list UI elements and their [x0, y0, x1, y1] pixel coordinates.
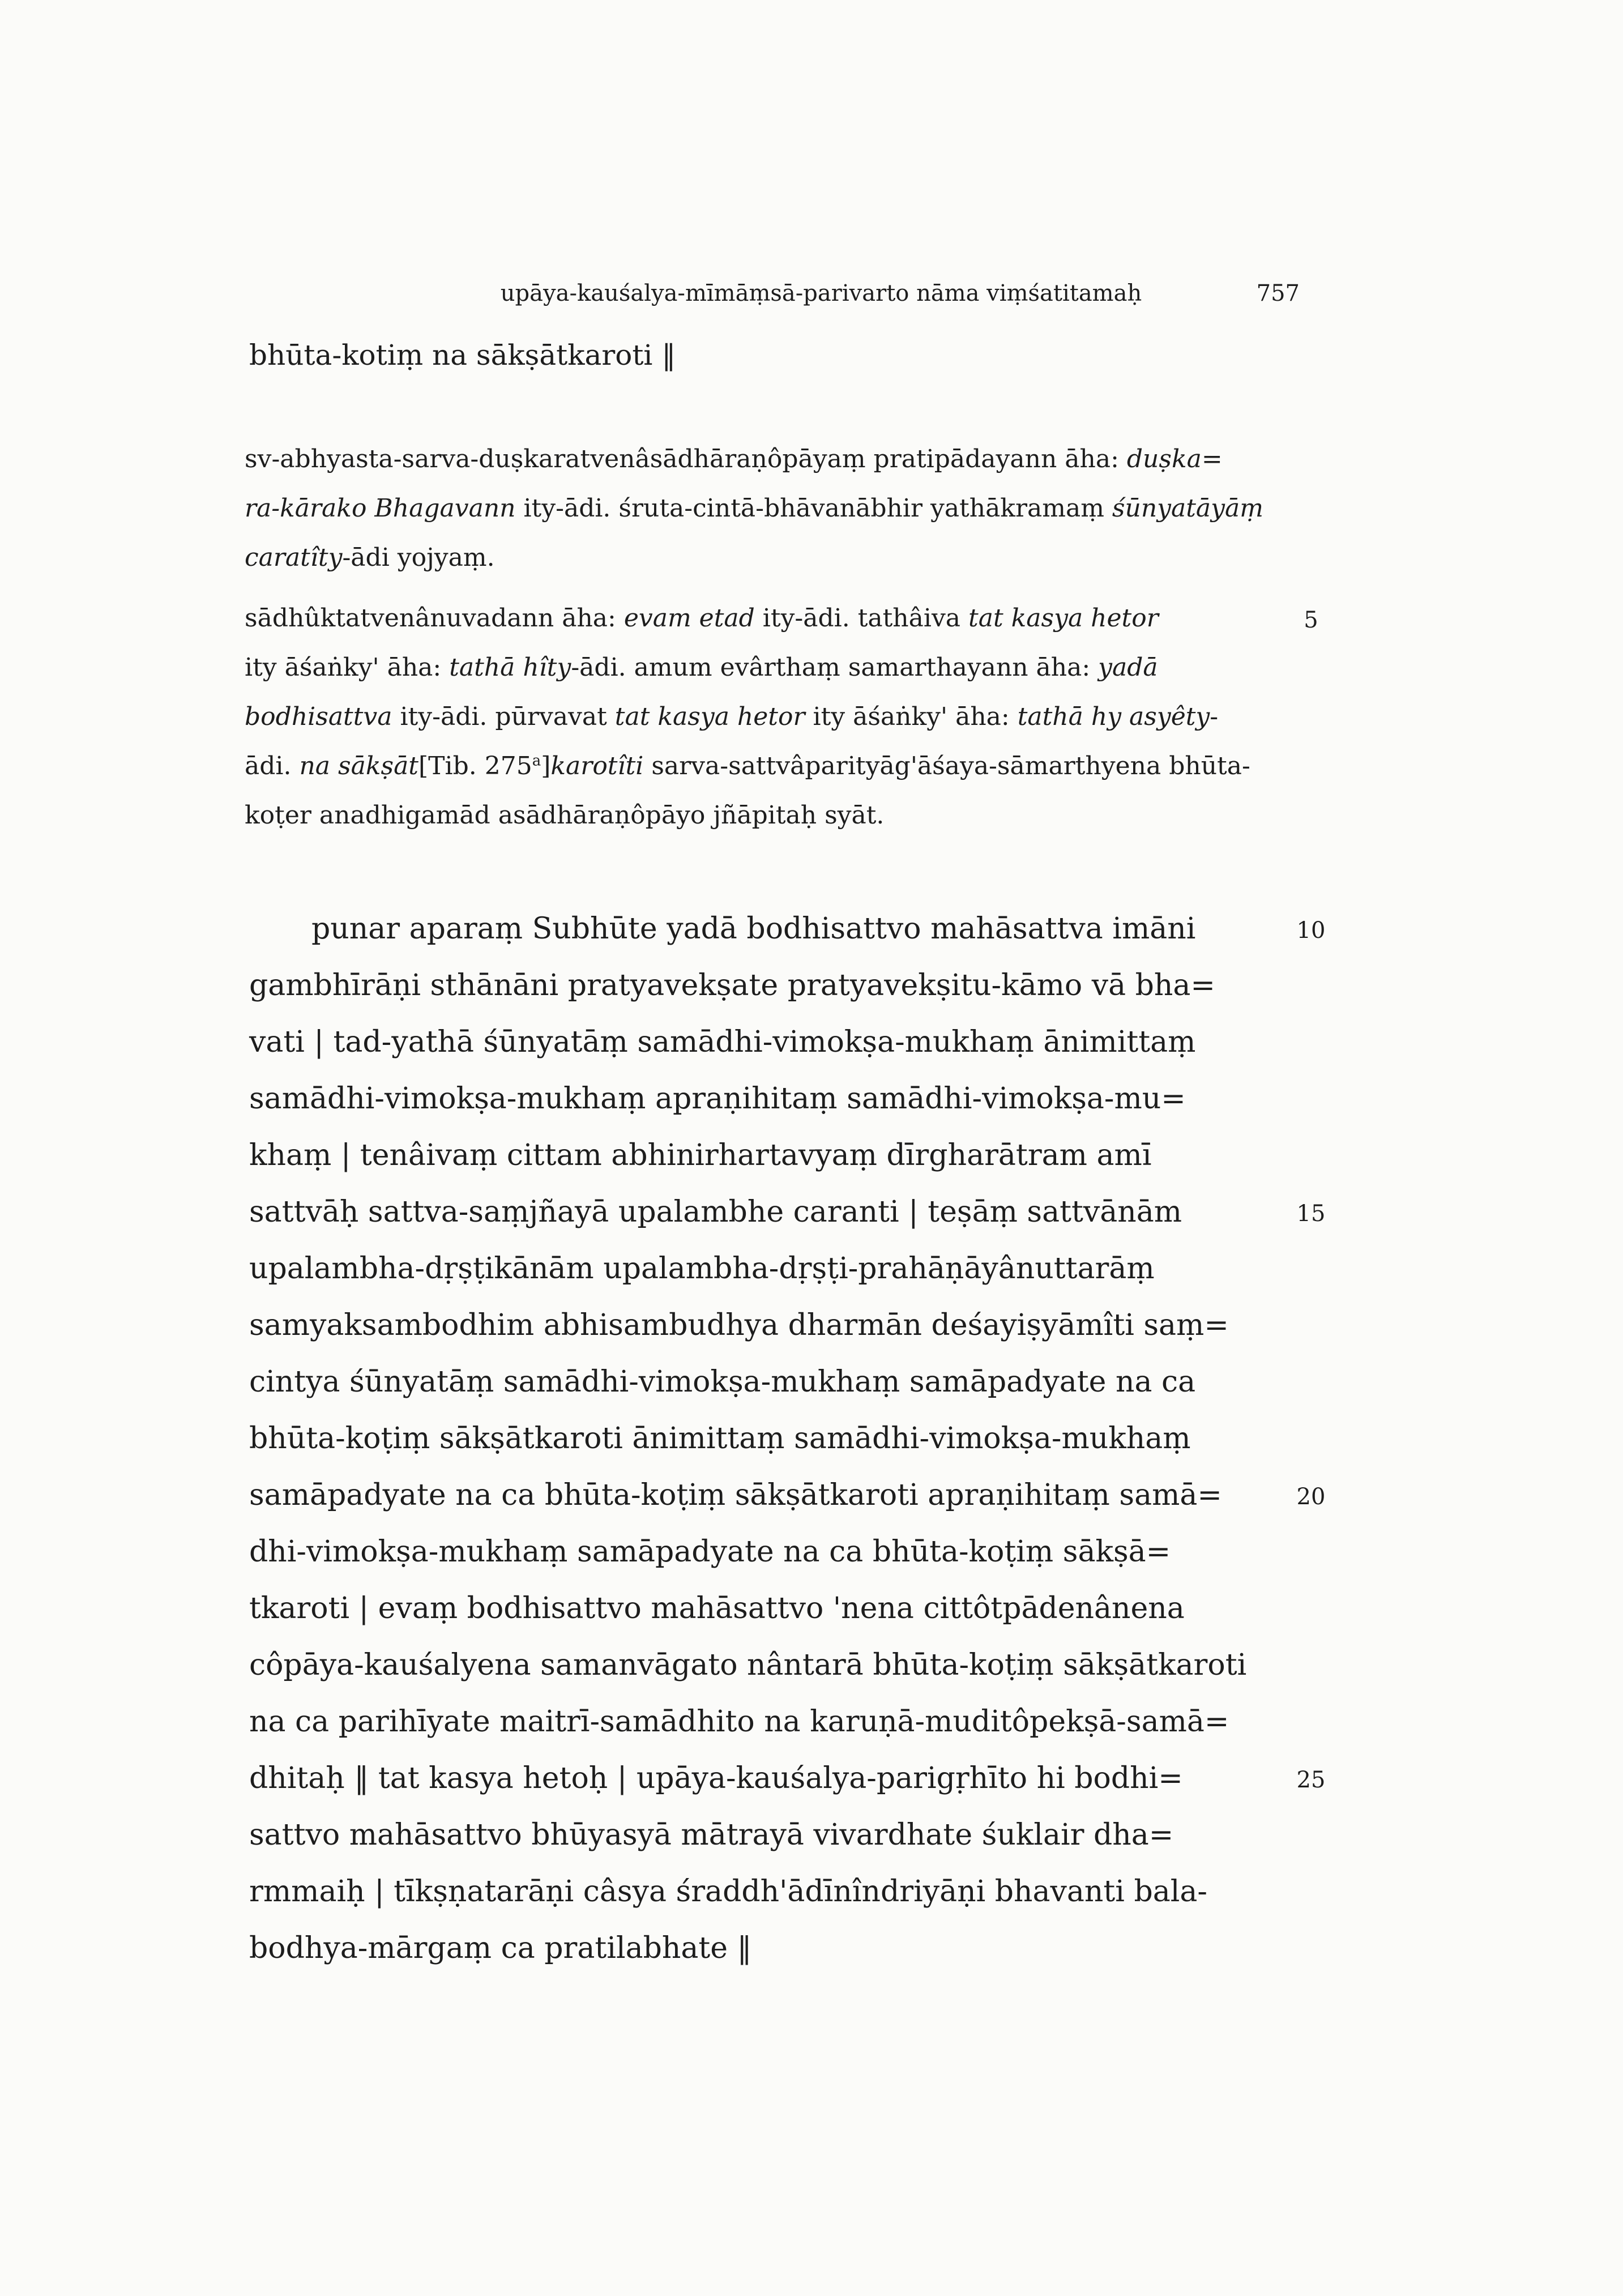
italic-segment: karotîti [550, 752, 644, 780]
italic-segment: caratîty [245, 543, 343, 572]
text-segment: sv-abhyasta-sarva-duṣkaratvenâsādhāraṇôpāyaṃ pratipādayann āha: [245, 445, 1127, 473]
text-segment: ādi. [245, 752, 300, 780]
italic-segment: duṣka= [1126, 445, 1223, 473]
main-text-line: vati | tad-yathā śūnyatāṃ samādhi-vimokṣa-mukhaṃ ānimittaṃ [249, 1025, 1196, 1059]
main-text-line: bodhya-mārgaṃ ca pratilabhate ‖ [249, 1931, 752, 1965]
main-text-line: khaṃ | tenâivaṃ cittam abhinirhartavyaṃ dīrgharātram amī [249, 1138, 1152, 1172]
italic-segment: yadā [1098, 653, 1158, 682]
main-text-line: rmmaiḥ | tīkṣṇatarāṇi câsya śraddh'ādīnîndriyāṇi bhavanti bala- [249, 1875, 1207, 1909]
italic-segment: na sākṣāt [299, 752, 418, 780]
italic-segment: tathā hîty [449, 653, 571, 682]
line-number: 5 [1304, 607, 1318, 633]
text-segment: ity āśaṅky' āha: [245, 653, 450, 682]
commentary-line [245, 702, 1218, 731]
commentary-line [245, 752, 1250, 780]
commentary-line [245, 543, 495, 572]
commentary-line [245, 445, 1223, 473]
commentary-line [245, 604, 1159, 633]
main-text-line: gambhīrāṇi sthānāni pratyavekṣate pratyavekṣitu-kāmo vā bha= [249, 968, 1215, 1002]
main-text-line: dhitaḥ ‖ tat kasya hetoḥ | upāya-kauśalya-parigṛhīto hi bodhi= [249, 1761, 1183, 1795]
text-segment: ] [541, 752, 551, 780]
main-text-line: samyaksambodhim abhisambudhya dharmān deśayiṣyāmîti saṃ= [249, 1308, 1229, 1342]
line-number: 15 [1296, 1201, 1326, 1227]
text-segment: koṭer anadhigamād asādhāraṇôpāyo jñāpitaḥ syāt. [245, 801, 885, 830]
main-text-line: cintya śūnyatāṃ samādhi-vimokṣa-mukhaṃ samāpadyate na ca [249, 1365, 1196, 1399]
text-segment: sādhûktatvenânuvadann āha: [245, 604, 624, 633]
main-text-line: bhūta-koṭiṃ sākṣātkaroti ānimittaṃ samādhi-vimokṣa-mukhaṃ [249, 1422, 1191, 1456]
italic-segment: tat kasya hetor [614, 702, 805, 731]
main-text-line: sattvāḥ sattva-saṃjñayā upalambhe caranti | teṣāṃ sattvānām [249, 1195, 1182, 1229]
main-text-line: samāpadyate na ca bhūta-koṭiṃ sākṣātkaroti apraṇihitaṃ samā= [249, 1478, 1222, 1512]
commentary-line [245, 653, 1158, 682]
text-segment: [Tib. 275 [418, 752, 532, 780]
main-text-line: samādhi-vimokṣa-mukhaṃ apraṇihitaṃ samādhi-vimokṣa-mu= [249, 1082, 1186, 1116]
main-text-line: tkaroti | evaṃ bodhisattvo mahāsattvo 'nena cittôtpādenânena [249, 1591, 1185, 1625]
main-text-line: na ca parihīyate maitrī-samādhito na karuṇā-muditôpekṣā-samā= [249, 1705, 1229, 1739]
text-segment: ity-ādi. pūrvavat [392, 702, 615, 731]
text-segment: -ādi. amum evârthaṃ samarthayann āha: [571, 653, 1099, 682]
page-number: 757 [1256, 280, 1300, 306]
italic-segment: śūnyatāyāṃ [1112, 494, 1264, 523]
text-segment: -ādi yojyaṃ. [342, 543, 495, 572]
main-text-line: sattvo mahāsattvo bhūyasyā mātrayā vivardhate śuklair dha= [249, 1818, 1174, 1852]
text-segment: sarva-sattvâparityāg'āśaya-sāmarthyena bhūta- [643, 752, 1250, 780]
main-text-line: upalambha-dṛṣṭikānām upalambha-dṛṣṭi-prahāṇāyânuttarāṃ [249, 1252, 1155, 1286]
italic-segment: bodhisattva [245, 702, 392, 731]
superscript-segment: a [532, 752, 541, 770]
main-text-line: dhi-vimokṣa-mukhaṃ samāpadyate na ca bhūta-koṭiṃ sākṣā= [249, 1535, 1171, 1569]
line-number: 10 [1296, 917, 1326, 944]
text-segment: ity-ādi. tathâiva [754, 604, 969, 633]
main-text-line: punar aparaṃ Subhūte yadā bodhisattvo mahāsattva imāni [311, 912, 1196, 946]
italic-segment: ra-kārako Bhagavann [245, 494, 516, 523]
continuation-line: bhūta-kotiṃ na sākṣātkaroti ‖ [249, 339, 676, 372]
text-segment: - [1210, 702, 1219, 731]
text-segment: ity-ādi. śruta-cintā-bhāvanābhir yathākramaṃ [515, 494, 1112, 523]
italic-segment: tathā hy asyêty [1017, 702, 1210, 731]
line-number: 20 [1296, 1484, 1326, 1510]
line-number: 25 [1296, 1767, 1326, 1793]
commentary-line [245, 801, 884, 830]
italic-segment: evam etad [623, 604, 755, 633]
main-text-line: côpāya-kauśalyena samanvāgato nântarā bhūta-koṭiṃ sākṣātkaroti [249, 1648, 1247, 1682]
text-segment: ity āśaṅky' āha: [805, 702, 1018, 731]
running-title: upāya-kauśalya-mīmāṃsā-parivarto nāma viṃśatitamaḥ [500, 280, 1142, 306]
commentary-line [245, 494, 1263, 523]
italic-segment: tat kasya hetor [968, 604, 1159, 633]
